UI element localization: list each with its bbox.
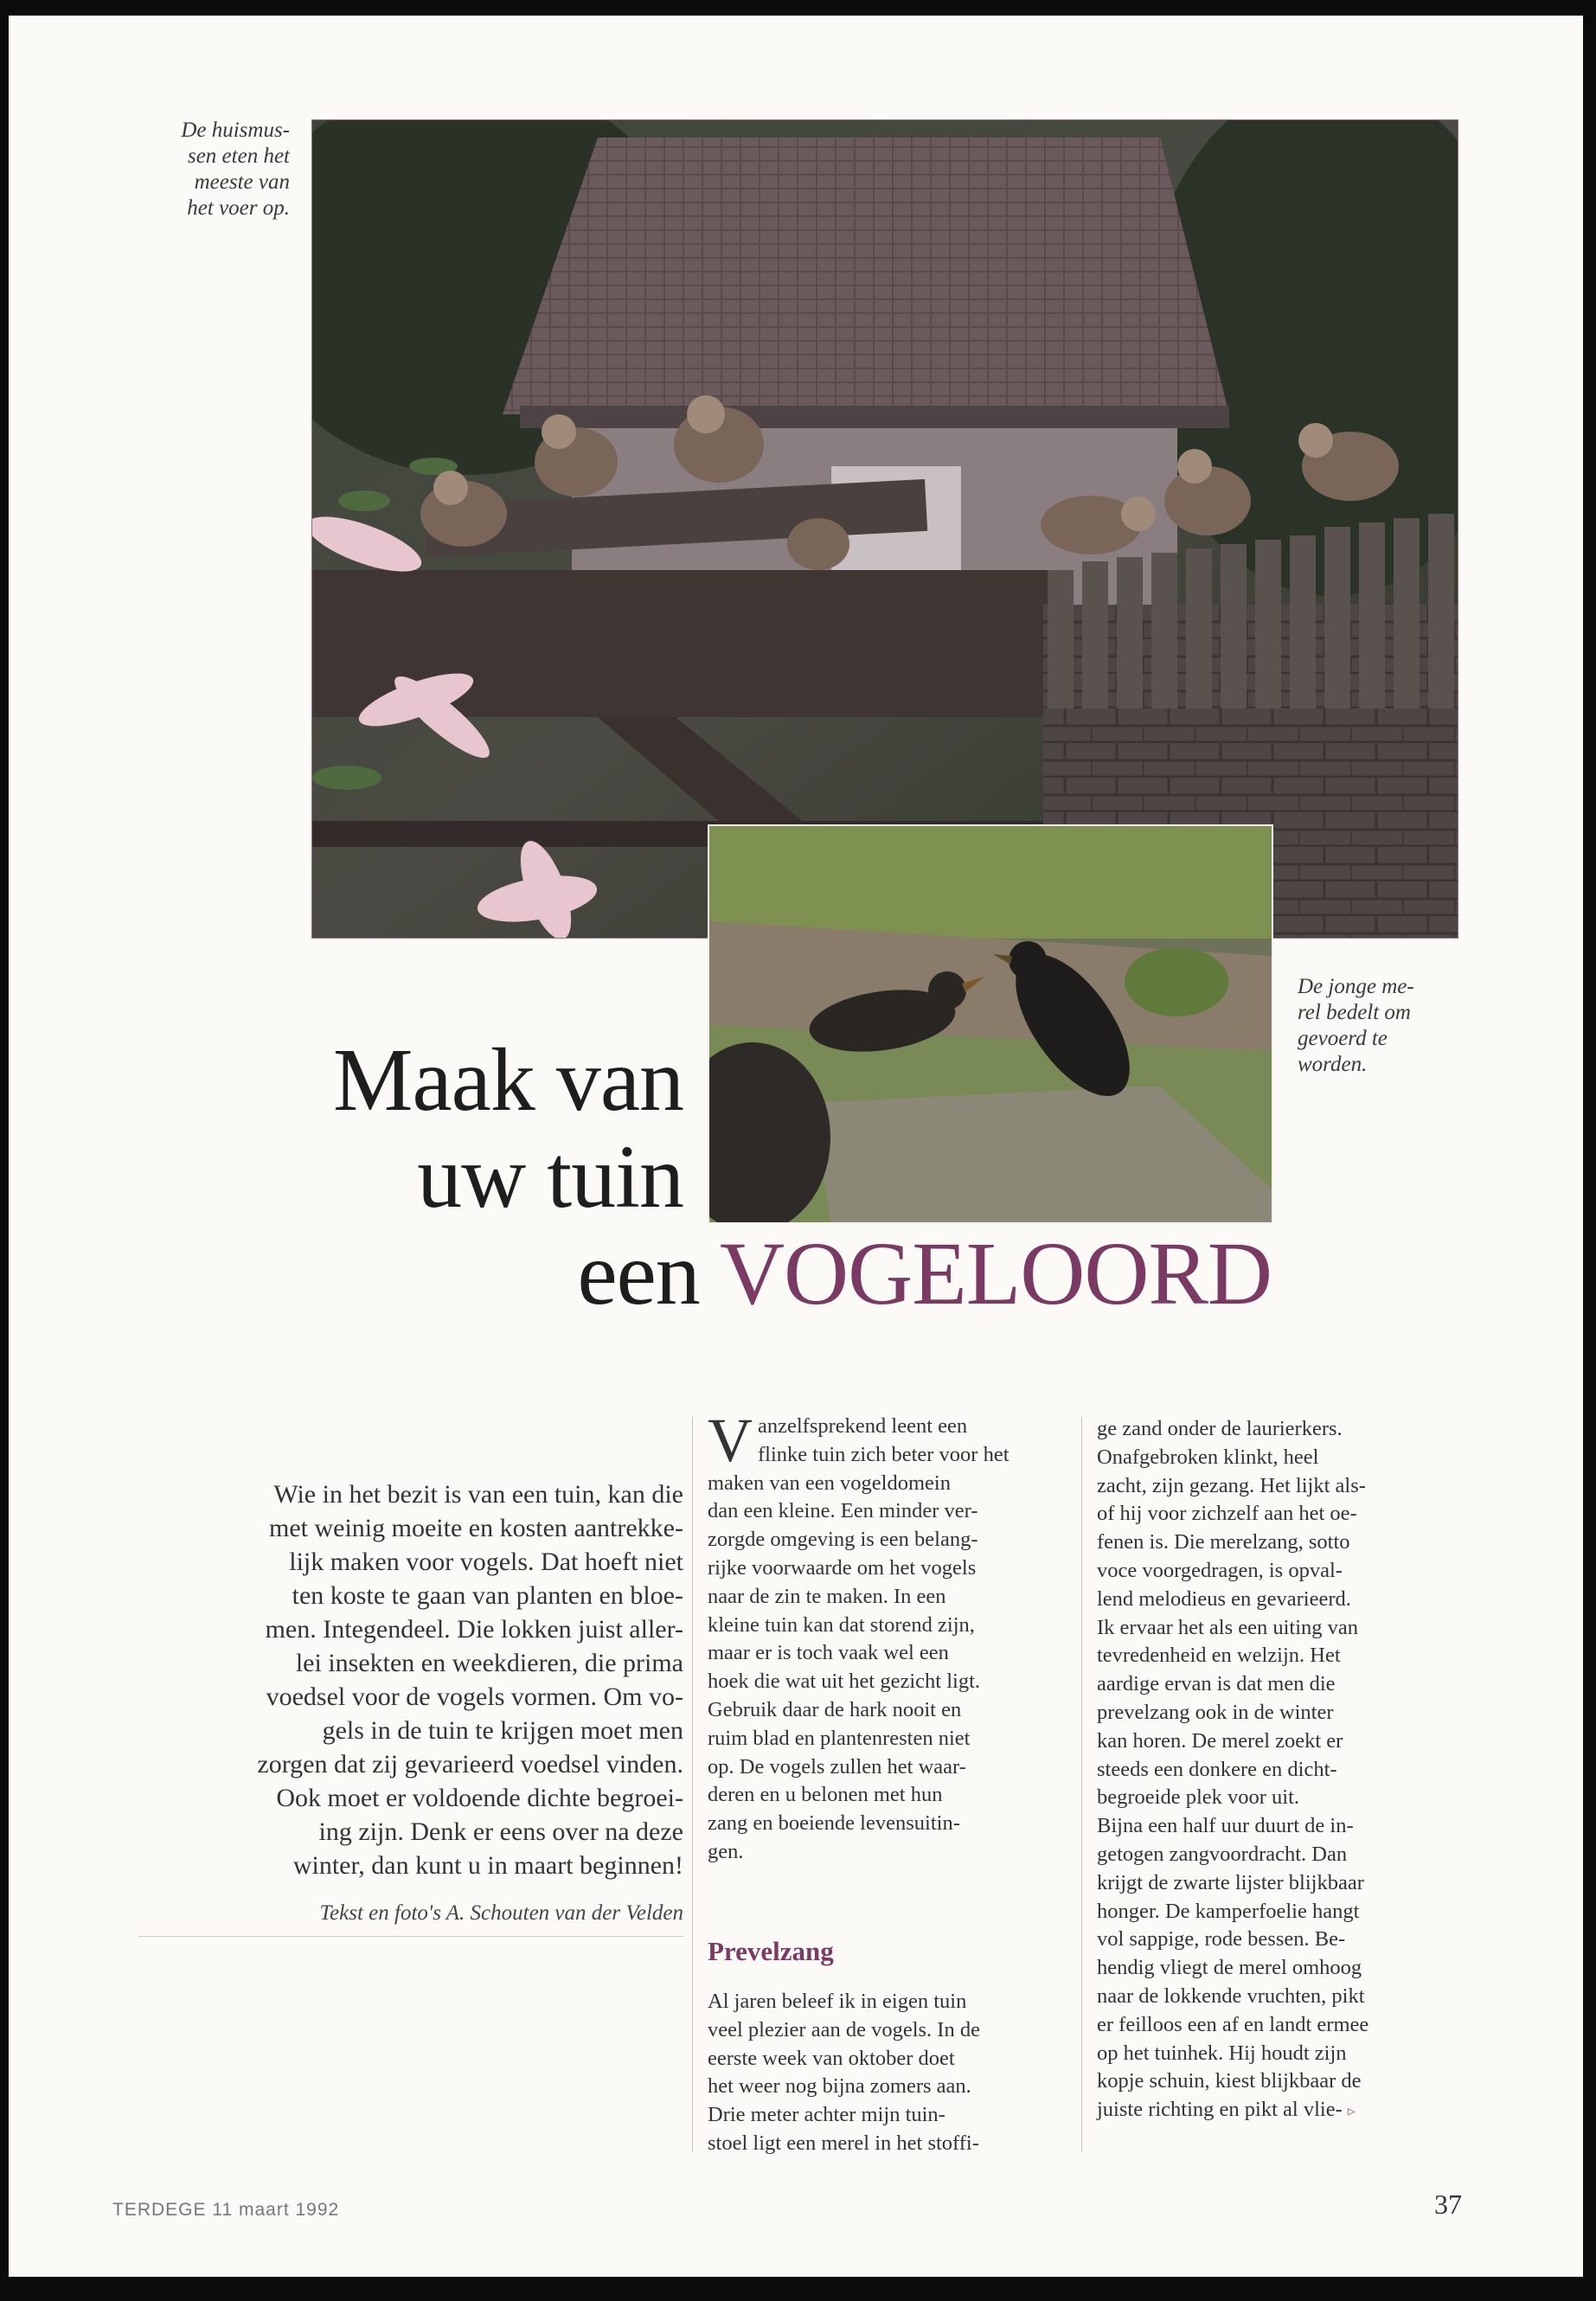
page-number: 37: [1434, 2189, 1462, 2220]
photo-blackbirds: [708, 824, 1273, 1224]
title-line-2: uw tuin: [417, 1127, 683, 1227]
body-column-3: [1097, 1415, 1460, 2125]
title-line-1: Maak van: [333, 1030, 683, 1130]
column-rule: [692, 1417, 693, 2152]
caption-blackbirds: De jonge me- rel bedelt om gevoerd te worden.: [1298, 975, 1414, 1076]
drop-cap: V: [708, 1406, 753, 1475]
column-rule: [1081, 1417, 1082, 2152]
photo-sparrows-on-fence: [311, 119, 1458, 939]
byline: Tekst en foto's A. Schouten van der Velden: [138, 1901, 683, 1937]
column-2-text: anzelfsprekend leent een flinke tuin zich beter voor het maken van een vogeldomein dan een kleine. Een minder ver- zorgde omgeving is een belang- rijke voorwaarde om het vogels naar de zin te maken. In een kleine tuin kan dat storend zijn, maar er is toch vaak wel een hoek die wat uit het gezicht ligt. Gebruik daar de hark nooit en ruim blad en plantenresten niet op. De vogels zullen het waar- deren en u belonen met hun zang en boeiende levensuitin- gen.: [708, 1414, 1010, 1863]
column-3-text: ge zand onder de laurierkers. Onafgebroken klinkt, heel zacht, zijn gezang. Het lijkt als- of hij voor zichzelf aan het oe- fenen is. Die merelzang, sotto voce voorgedragen, is opval- lend melodieus en gevarieerd. Ik ervaar het als een uiting van tevredenheid en welzijn. Het aardige ervan is dat men die prevelzang ook in de winter kan horen. De merel zoekt er steeds een donkere en dicht- begroeide plek voor uit. Bijna een half uur duurt de in- getogen zangvoordracht. Dan krijgt de zwarte lijster blijkbaar honger. De kamperfoelie hangt vol sappige, rode bessen. Be- hendig vliegt de merel omhoog naar de lokkende vruchten, pikt er feilloos een af en landt ermee op het tuinhek. Hij houdt zijn kopje schuin, kiest blijkbaar de juiste richting en pikt al vlie-: [1097, 1417, 1369, 2122]
magazine-page: [9, 16, 1583, 2277]
title-emphasis: VOGELOORD: [719, 1224, 1272, 1324]
publication-footer: TERDEGE 11 maart 1992: [112, 2200, 340, 2220]
continue-marker-icon: ▹: [1347, 2102, 1356, 2120]
caption-sparrows: De huismus- sen eten het meeste van het voer op.: [181, 119, 290, 220]
subheading: Prevelzang: [708, 1936, 834, 1966]
body-column-2: [708, 1406, 1071, 1867]
body-column-2-continued: Al jaren beleef ik in eigen tuin veel plezier aan de vogels. In de eerste week van oktober doet het weer nog bijna zomers aan. Drie meter achter mijn tuin- stoel ligt een merel in het stoffi-: [708, 1990, 980, 2155]
sparrows-illustration: [312, 120, 1458, 938]
article-title: [251, 1030, 1272, 1324]
intro-paragraph: Wie in het bezit is van een tuin, kan die met weinig moeite en kosten aantrekke- lijk maken voor vogels. Dat hoeft niet ten koste te gaan van planten en bloe- men. Integendeel. Die lokken juist aller- lei insekten en weekdieren, die prima voedsel voor de vogels vormen. Om vo- gels in de tuin te krijgen moet men zorgen dat zij gevarieerd voedsel vinden. Ook moet er voldoende dichte begroei- ing zijn. Denk er eens over na deze winter, dan kunt u in maart beginnen!: [257, 1480, 683, 1880]
title-line-3: een VOGELOORD: [577, 1224, 1272, 1324]
blackbirds-illustration: [709, 826, 1272, 1222]
